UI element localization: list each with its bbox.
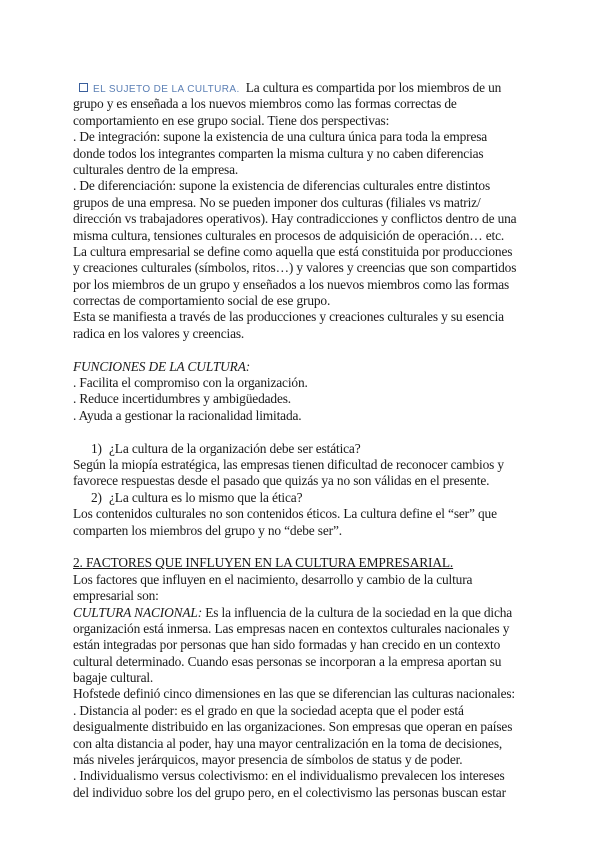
question-text: ¿La cultura de la organización debe ser estática? bbox=[109, 440, 361, 456]
list-item: . Reduce incertidumbres y ambigüedades. bbox=[73, 391, 291, 407]
paragraph-line: misma cultura, tensiones culturales en procesos de adquisición de operación… etc. bbox=[73, 227, 505, 243]
paragraph-line: . Distancia al poder: es el grado en que la sociedad acepta que el poder está bbox=[73, 702, 464, 718]
paragraph-line: Esta se manifiesta a través de las producciones y creaciones culturales y su esencia bbox=[73, 309, 504, 325]
question-item bbox=[73, 490, 535, 506]
paragraph-text: Es la influencia de la cultura de la sociedad en la que dicha bbox=[205, 604, 513, 620]
functions-title: FUNCIONES DE LA CULTURA: bbox=[73, 358, 251, 374]
list-item: . Ayuda a gestionar la racionalidad limitada. bbox=[73, 407, 302, 423]
question-number: 2) bbox=[91, 489, 102, 505]
paragraph-line: más niveles jerárquicos, mayor presencia de símbolos de status y de poder. bbox=[73, 752, 463, 768]
section-heading: EL SUJETO DE LA CULTURA. bbox=[93, 84, 240, 95]
paragraph-line: dirección vs trabajadores operativos). Hay contradicciones y conflictos dentro de una bbox=[73, 211, 517, 227]
blank-line bbox=[73, 424, 535, 440]
blank-line bbox=[73, 342, 535, 358]
cultura-nacional-line bbox=[73, 605, 535, 621]
paragraph-line: con alta distancia al poder, hay una mayor centralización en la toma de decisiones, bbox=[73, 735, 503, 751]
paragraph-line: empresarial son: bbox=[73, 588, 159, 604]
paragraph-line: del individuo sobre los del grupo pero, en el colectivismo las personas buscan estar bbox=[73, 784, 506, 800]
paragraph-line: desigualmente distribuido en las organizaciones. Son empresas que operan en países bbox=[73, 719, 513, 735]
paragraph-line: donde todos los integrantes comparten la misma cultura y no caben diferencias bbox=[73, 145, 484, 161]
section-heading-line bbox=[73, 80, 535, 96]
paragraph-line: culturales dentro de la empresa. bbox=[73, 161, 239, 177]
paragraph-line: Los factores que influyen en el nacimiento, desarrollo y cambio de la cultura bbox=[73, 571, 473, 587]
paragraph-line: Hofstede definió cinco dimensiones en las que se diferencian las culturas nacionales: bbox=[73, 686, 516, 702]
paragraph-line: correctas de comportamiento social de ese grupo. bbox=[73, 293, 331, 309]
paragraph-line: por los miembros de un grupo y enseñados a los nuevos miembros como las formas bbox=[73, 276, 510, 292]
paragraph-line: . De integración: supone la existencia de una cultura única para toda la empresa bbox=[73, 129, 488, 145]
paragraph-line: . De diferenciación: supone la existencia de diferencias culturales entre distintos bbox=[73, 178, 490, 194]
answer-line: favorece respuestas desde el pasado que quizás ya no son válidas en el presente. bbox=[73, 473, 490, 489]
paragraph-line: y creaciones culturales (símbolos, ritos…) y valores y creencias que son compartidos bbox=[73, 260, 517, 276]
question-text: ¿La cultura es lo mismo que la ética? bbox=[109, 489, 303, 505]
paragraph-line: radica en los valores y creencias. bbox=[73, 325, 245, 341]
list-item: . Facilita el compromiso con la organización. bbox=[73, 375, 308, 391]
answer-line: Según la miopía estratégica, las empresas tienen dificultad de reconocer cambios y bbox=[73, 456, 504, 472]
section2-title: 2. FACTORES QUE INFLUYEN EN LA CULTURA EMPRESARIAL. bbox=[73, 555, 454, 571]
question-item bbox=[73, 441, 535, 457]
cultura-nacional-label: CULTURA NACIONAL: bbox=[73, 604, 203, 620]
question-number: 1) bbox=[91, 440, 102, 456]
paragraph-line: comportamiento en ese grupo social. Tiene dos perspectivas: bbox=[73, 112, 390, 128]
answer-line: comparten los miembros del grupo y no “debe ser”. bbox=[73, 522, 342, 538]
paragraph-line: grupo y es enseñada a los nuevos miembros como las formas correctas de bbox=[73, 96, 457, 112]
paragraph-line: . Individualismo versus colectivismo: en el individualismo prevalecen los intereses bbox=[73, 768, 505, 784]
checkbox-icon bbox=[79, 83, 88, 92]
blank-line bbox=[73, 539, 535, 555]
paragraph-line: están integradas por personas que han sido formadas y han crecido en un contexto bbox=[73, 637, 501, 653]
paragraph-line: grupos de una empresa. No se pueden imponer dos culturas (filiales vs matriz/ bbox=[73, 194, 481, 210]
answer-line: Los contenidos culturales no son contenidos éticos. La cultura define el “ser” que bbox=[73, 506, 497, 522]
document-page bbox=[73, 80, 535, 801]
paragraph-line: cultural determinado. Cuando esas personas se incorporan a la empresa aportan su bbox=[73, 653, 502, 669]
paragraph-line: bagaje cultural. bbox=[73, 670, 154, 686]
paragraph-line: La cultura empresarial se define como aquella que está constituida por producciones bbox=[73, 243, 513, 259]
paragraph-line: organización está inmersa. Las empresas nacen en contextos culturales nacionales y bbox=[73, 620, 510, 636]
paragraph-text: La cultura es compartida por los miembros de un bbox=[245, 80, 502, 95]
